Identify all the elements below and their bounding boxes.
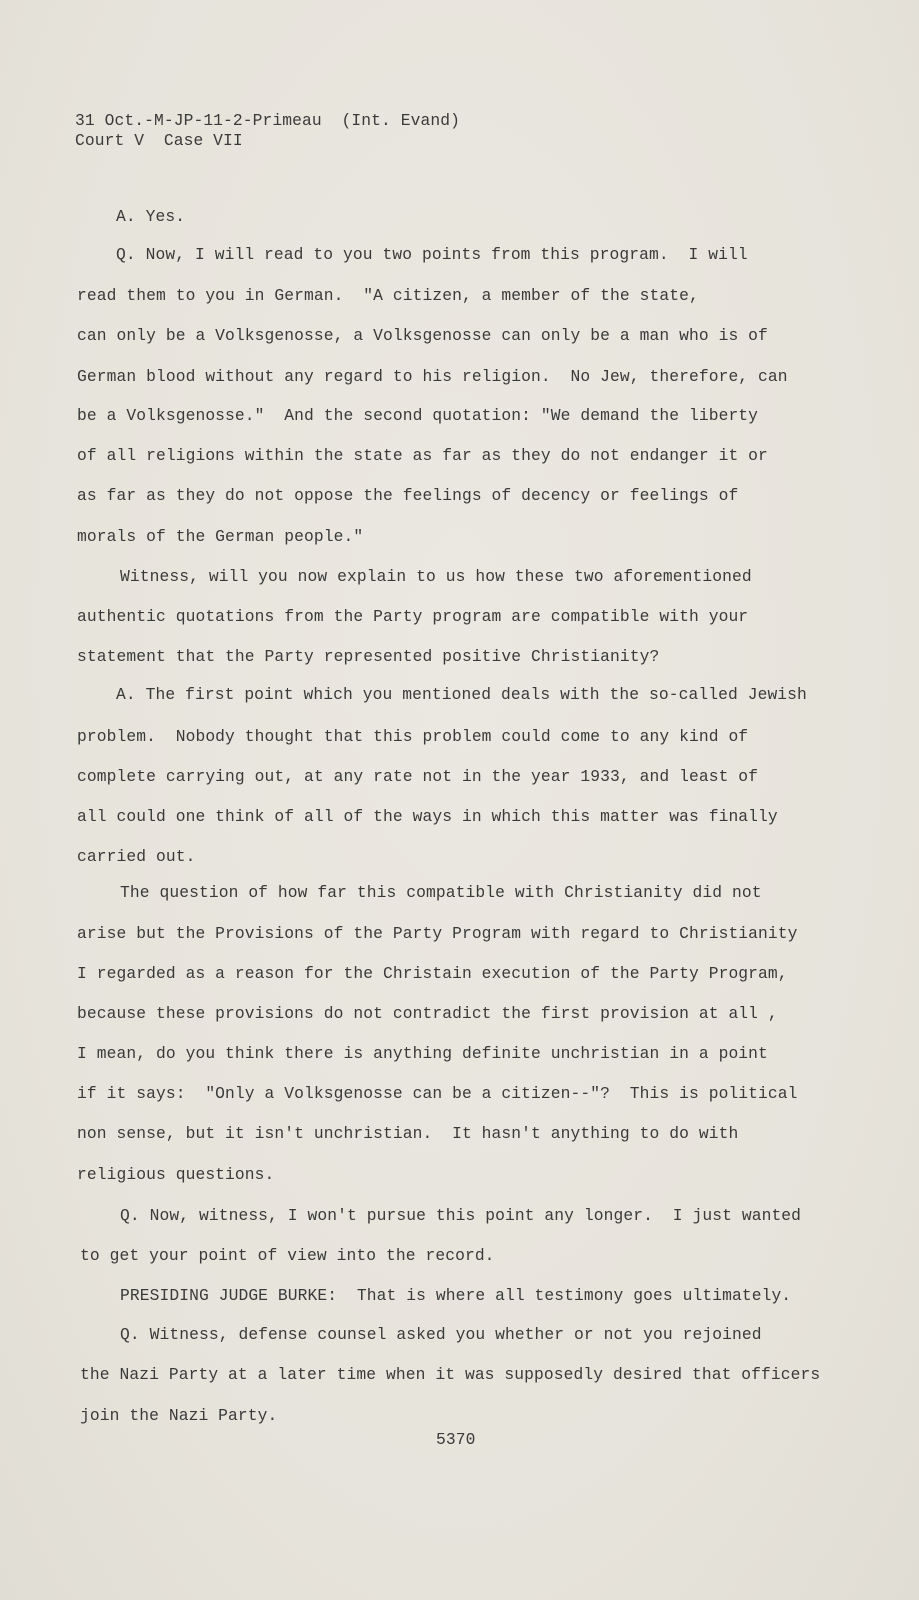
- transcript-line: I regarded as a reason for the Christain execution of the Party Program,: [77, 964, 788, 983]
- transcript-line: to get your point of view into the record.: [80, 1246, 495, 1265]
- transcript-line: The question of how far this compatible with Christianity did not: [120, 883, 762, 902]
- transcript-line: as far as they do not oppose the feelings of decency or feelings of: [77, 486, 739, 505]
- transcript-line: Q. Witness, defense counsel asked you whether or not you rejoined: [120, 1325, 762, 1344]
- transcript-line: PRESIDING JUDGE BURKE: That is where all testimony goes ultimately.: [120, 1286, 792, 1305]
- transcript-line: non sense, but it isn't unchristian. It hasn't anything to do with: [77, 1124, 739, 1143]
- transcript-line: problem. Nobody thought that this problem could come to any kind of: [77, 727, 749, 746]
- transcript-line: Q. Now, witness, I won't pursue this point any longer. I just wanted: [120, 1206, 802, 1225]
- transcript-line: can only be a Volksgenosse, a Volksgenosse can only be a man who is of: [77, 326, 768, 345]
- transcript-line: read them to you in German. "A citizen, a member of the state,: [77, 286, 699, 305]
- transcript-line: authentic quotations from the Party program are compatible with your: [77, 607, 749, 626]
- transcript-line: all could one think of all of the ways in which this matter was finally: [77, 807, 778, 826]
- transcript-line: German blood without any regard to his religion. No Jew, therefore, can: [77, 367, 788, 386]
- transcript-line: Q. Now, I will read to you two points from this program. I will: [116, 245, 748, 264]
- transcript-line: Witness, will you now explain to us how these two aforementioned: [120, 567, 752, 586]
- transcript-line: A. The first point which you mentioned deals with the so-called Jewish: [116, 685, 807, 704]
- transcript-line: I mean, do you think there is anything definite unchristian in a point: [77, 1044, 768, 1063]
- header-line-1: 31 Oct.-M-JP-11-2-Primeau (Int. Evand): [75, 111, 460, 130]
- transcript-line: be a Volksgenosse." And the second quotation: "We demand the liberty: [77, 406, 759, 425]
- transcript-line: statement that the Party represented positive Christianity?: [77, 647, 660, 666]
- transcript-line: complete carrying out, at any rate not in the year 1933, and least of: [77, 767, 759, 786]
- transcript-line: A. Yes.: [116, 207, 186, 226]
- page-number: 5370: [436, 1430, 476, 1449]
- transcript-line: the Nazi Party at a later time when it was supposedly desired that officers: [80, 1365, 821, 1384]
- header-line-2: Court V Case VII: [75, 131, 243, 150]
- transcript-line: carried out.: [77, 847, 196, 866]
- transcript-line: join the Nazi Party.: [80, 1406, 278, 1425]
- transcript-line: religious questions.: [77, 1165, 275, 1184]
- transcript-line: of all religions within the state as far as they do not endanger it or: [77, 446, 768, 465]
- transcript-line: because these provisions do not contradict the first provision at all ,: [77, 1004, 778, 1023]
- transcript-line: if it says: "Only a Volksgenosse can be a citizen--"? This is political: [77, 1084, 798, 1103]
- transcript-line: morals of the German people.": [77, 527, 364, 546]
- transcript-line: arise but the Provisions of the Party Program with regard to Christianity: [77, 924, 798, 943]
